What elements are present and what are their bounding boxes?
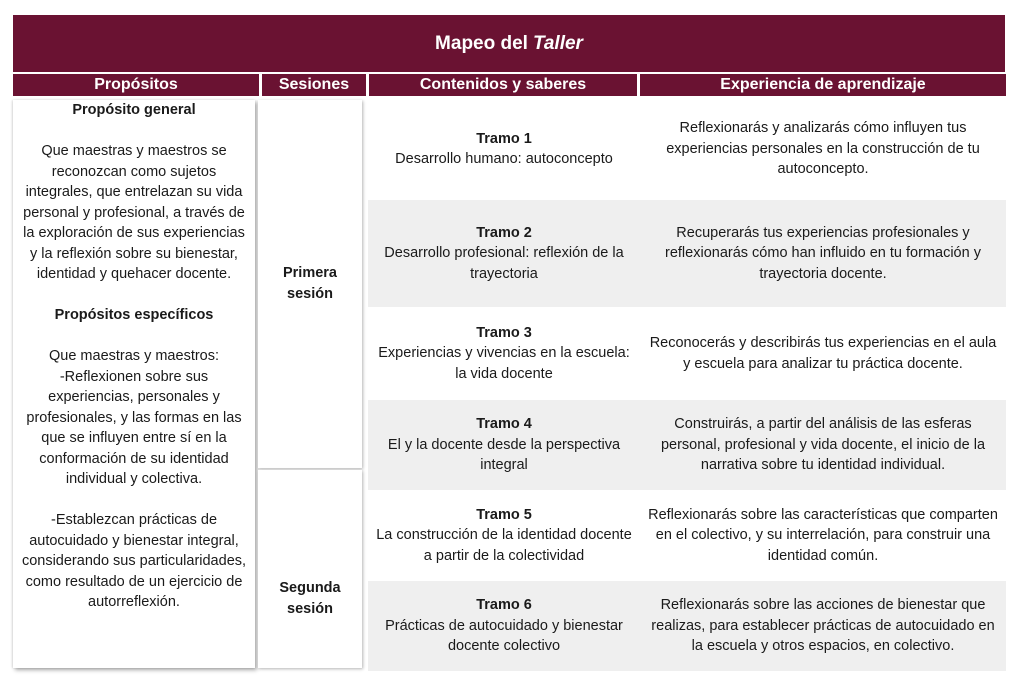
header-propositos: Propósitos bbox=[13, 74, 259, 96]
table-row bbox=[368, 100, 1006, 198]
general-purpose-heading: Propósito general bbox=[72, 102, 196, 118]
tramo-label: Tramo 6 bbox=[476, 597, 532, 614]
row-experience: Reconocerás y describirás tus experiencias en el aula y escuela para analizar tu práctica docente. bbox=[649, 335, 997, 372]
session-second-label: Segunda sesión bbox=[279, 580, 341, 617]
row-content bbox=[368, 492, 640, 579]
header-experiencia: Experiencia de aprendizaje bbox=[640, 74, 1006, 96]
row-experience: Recuperarás tus experiencias profesionales y reflexionarás cómo han influido en tu formación y trayectoria docente. bbox=[665, 224, 981, 282]
row-experience: Reflexionarás y analizarás cómo influyen tus experiencias personales en la construcción de tu autoconcepto. bbox=[666, 120, 980, 178]
session-first bbox=[258, 100, 362, 468]
table-row bbox=[368, 492, 1006, 579]
purposes-panel bbox=[13, 100, 255, 668]
tramo-label: Tramo 4 bbox=[476, 416, 532, 433]
tramo-content: Desarrollo humano: autoconcepto bbox=[395, 151, 613, 167]
header-contenidos: Contenidos y saberes bbox=[369, 74, 637, 96]
specific-purposes-heading: Propósitos específicos bbox=[54, 307, 214, 323]
session-second bbox=[258, 470, 362, 668]
tramo-content: La construcción de la identidad docente a partir de la colectividad bbox=[376, 527, 632, 564]
header-sesiones: Sesiones bbox=[262, 74, 366, 96]
tramo-content: Experiencias y vivencias en la escuela: la vida docente bbox=[378, 345, 630, 382]
table-row bbox=[368, 200, 1006, 307]
general-purpose-text: Que maestras y maestros se reconozcan como sujetos integrales, que entrelazan su vida personal y profesional, a través de la exploración de sus experiencias y la reflexión sobre su bienestar, identidad y quehacer docente. bbox=[23, 143, 245, 282]
tramo-label: Tramo 3 bbox=[476, 324, 532, 341]
table-row bbox=[368, 309, 1006, 398]
title-prefix: Mapeo del bbox=[435, 32, 528, 54]
tramo-label: Tramo 5 bbox=[476, 506, 532, 523]
session-first-label: Primera sesión bbox=[282, 265, 337, 302]
page-title bbox=[13, 15, 1005, 72]
specific-purposes-intro: Que maestras y maestros: bbox=[48, 348, 220, 364]
tramo-label: Tramo 1 bbox=[476, 130, 532, 147]
tramo-content: Desarrollo profesional: reflexión de la trayectoria bbox=[384, 245, 624, 282]
row-content bbox=[368, 581, 640, 671]
table-row bbox=[368, 581, 1006, 671]
tramo-label: Tramo 2 bbox=[476, 224, 532, 241]
row-experience: Reflexionarás sobre las acciones de bienestar que realizas, para establecer prácticas de autocuidado en la escuela y otros espacios, en colectivo. bbox=[651, 597, 995, 655]
tramo-content: El y la docente desde la perspectiva integral bbox=[387, 436, 621, 474]
row-content bbox=[368, 309, 640, 398]
specific-purpose-2: -Establezcan prácticas de autocuidado y bienestar integral, considerando sus particularidades, como resultado de un ejercicio de autorreflexión. bbox=[21, 512, 247, 610]
row-content bbox=[368, 100, 640, 198]
row-content bbox=[368, 400, 640, 490]
row-content bbox=[368, 200, 640, 307]
row-experience: Reflexionarás sobre las características que comparten en el colectivo, y su interrelación, para construir una identidad común. bbox=[648, 506, 998, 564]
row-experience: Construirás, a partir del análisis de las esferas personal, profesional y vida docente, el inicio de la narrativa sobre tu identidad individual. bbox=[660, 416, 986, 474]
title-italic: Taller bbox=[532, 32, 583, 54]
specific-purpose-1: -Reflexionen sobre sus experiencias, personales y profesionales, y las formas en las que se influyen entre sí en la conformación de su identidad individual y colectiva. bbox=[26, 368, 242, 487]
tramo-content: Prácticas de autocuidado y bienestar docente colectivo bbox=[385, 617, 623, 655]
table-row bbox=[368, 400, 1006, 490]
